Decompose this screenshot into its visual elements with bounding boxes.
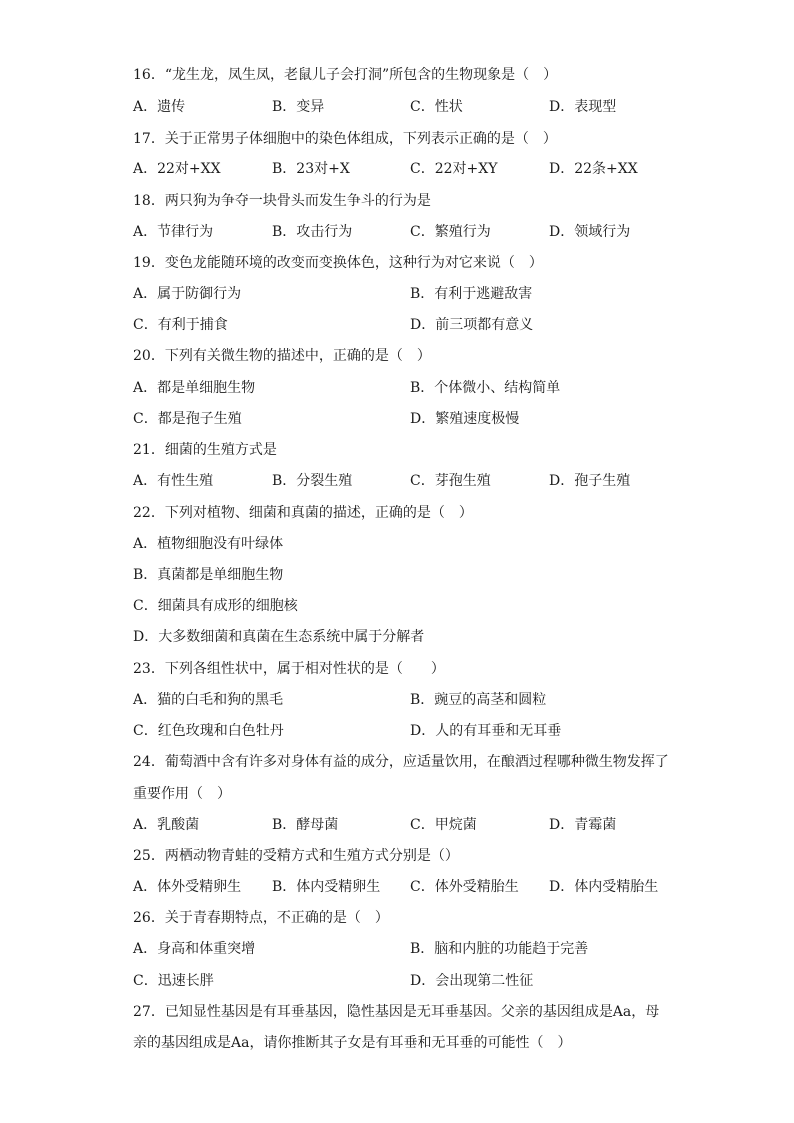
option-a: A．22对+XX bbox=[133, 161, 221, 177]
option-b: B．体内受精卵生 bbox=[272, 879, 381, 895]
question-27-stem-cont: 亲的基因组成是Aa，请你推断其子女是有耳垂和无耳垂的可能性（ ） bbox=[133, 1035, 572, 1051]
question-18-options bbox=[133, 221, 673, 243]
option-a: A．体外受精卵生 bbox=[133, 879, 242, 895]
option-d: D．体内受精胎生 bbox=[549, 879, 659, 895]
question-19-stem: 19．变色龙能随环境的改变而变换体色，这种行为对它来说（ ） bbox=[133, 255, 543, 271]
option-c: C．22对+XY bbox=[410, 161, 498, 177]
option-a: A．遗传 bbox=[133, 99, 186, 115]
option-d: D．表现型 bbox=[549, 99, 617, 115]
question-22-stem: 22．下列对植物、细菌和真菌的描述，正确的是（ ） bbox=[133, 505, 473, 521]
option-d: D．繁殖速度极慢 bbox=[410, 411, 520, 427]
option-c: C．红色玫瑰和白色牡丹 bbox=[133, 723, 284, 739]
option-d: D．领域行为 bbox=[549, 224, 631, 240]
option-d: D．22条+XX bbox=[549, 161, 638, 177]
question-24-options bbox=[133, 814, 673, 836]
option-a: A．身高和体重突增 bbox=[133, 941, 256, 957]
option-a: A．属于防御行为 bbox=[133, 286, 242, 302]
option-a: A．都是单细胞生物 bbox=[133, 380, 256, 396]
option-c: C．都是孢子生殖 bbox=[133, 411, 242, 427]
option-b: B．真菌都是单细胞生物 bbox=[133, 567, 284, 583]
question-16-options bbox=[133, 96, 673, 118]
option-b: B．攻击行为 bbox=[272, 224, 353, 240]
option-d: D．人的有耳垂和无耳垂 bbox=[410, 723, 562, 739]
option-d: D．大多数细菌和真菌在生态系统中属于分解者 bbox=[133, 629, 425, 645]
option-c: C．性状 bbox=[410, 99, 463, 115]
option-a: A．乳酸菌 bbox=[133, 817, 200, 833]
option-c: C．体外受精胎生 bbox=[410, 879, 519, 895]
option-b: B．脑和内脏的功能趋于完善 bbox=[410, 941, 589, 957]
option-b: B．分裂生殖 bbox=[272, 473, 353, 489]
option-d: D．青霉菌 bbox=[549, 817, 617, 833]
option-b: B．23对+X bbox=[272, 161, 350, 177]
option-c: C．甲烷菌 bbox=[410, 817, 477, 833]
option-b: B．酵母菌 bbox=[272, 817, 339, 833]
question-21-stem: 21．细菌的生殖方式是 bbox=[133, 442, 277, 458]
question-23-options-row2 bbox=[133, 720, 673, 742]
question-20-options-row2 bbox=[133, 408, 673, 430]
question-23-stem: 23．下列各组性状中，属于相对性状的是（ ） bbox=[133, 661, 445, 677]
option-a: A．节律行为 bbox=[133, 224, 214, 240]
question-19-options-row2 bbox=[133, 314, 673, 336]
question-26-options-row1 bbox=[133, 938, 673, 960]
option-b: B．个体微小、结构简单 bbox=[410, 380, 561, 396]
question-19-options-row1 bbox=[133, 283, 673, 305]
option-a: A．植物细胞没有叶绿体 bbox=[133, 536, 284, 552]
question-23-options-row1 bbox=[133, 689, 673, 711]
question-21-options bbox=[133, 470, 673, 492]
question-26-options-row2 bbox=[133, 970, 673, 992]
option-c: C．有利于捕食 bbox=[133, 317, 228, 333]
option-b: B．有利于逃避敌害 bbox=[410, 286, 533, 302]
option-d: D．会出现第二性征 bbox=[410, 973, 534, 989]
question-25-stem: 25．两栖动物青蛙的受精方式和生殖方式分别是（） bbox=[133, 848, 459, 864]
question-18-stem: 18．两只狗为争夺一块骨头而发生争斗的行为是 bbox=[133, 193, 431, 209]
question-20-options-row1 bbox=[133, 377, 673, 399]
question-20-stem: 20．下列有关微生物的描述中，正确的是（ ） bbox=[133, 348, 431, 364]
option-c: C．繁殖行为 bbox=[410, 224, 491, 240]
question-17-options bbox=[133, 158, 673, 180]
option-a: A．猫的白毛和狗的黑毛 bbox=[133, 692, 284, 708]
option-a: A．有性生殖 bbox=[133, 473, 214, 489]
question-24-stem-cont: 重要作用（ ） bbox=[133, 786, 231, 802]
option-b: B．变异 bbox=[272, 99, 325, 115]
question-17-stem: 17．关于正常男子体细胞中的染色体组成，下列表示正确的是（ ） bbox=[133, 131, 557, 147]
question-24-stem: 24．葡萄酒中含有许多对身体有益的成分，应适量饮用，在酿酒过程哪种微生物发挥了 bbox=[133, 754, 669, 770]
question-16-stem: 16．“龙生龙，凤生凤，老鼠儿子会打洞”所包含的生物现象是（ ） bbox=[133, 67, 558, 83]
option-d: D．孢子生殖 bbox=[549, 473, 631, 489]
question-26-stem: 26．关于青春期特点，不正确的是（ ） bbox=[133, 910, 389, 926]
option-c: C．芽孢生殖 bbox=[410, 473, 491, 489]
option-c: C．迅速长胖 bbox=[133, 973, 214, 989]
option-d: D．前三项都有意义 bbox=[410, 317, 534, 333]
option-b: B．豌豆的高茎和圆粒 bbox=[410, 692, 547, 708]
question-27-stem: 27．已知显性基因是有耳垂基因，隐性基因是无耳垂基因。父亲的基因组成是Aa，母 bbox=[133, 1004, 660, 1020]
option-c: C．细菌具有成形的细胞核 bbox=[133, 598, 298, 614]
question-25-options bbox=[133, 876, 673, 898]
